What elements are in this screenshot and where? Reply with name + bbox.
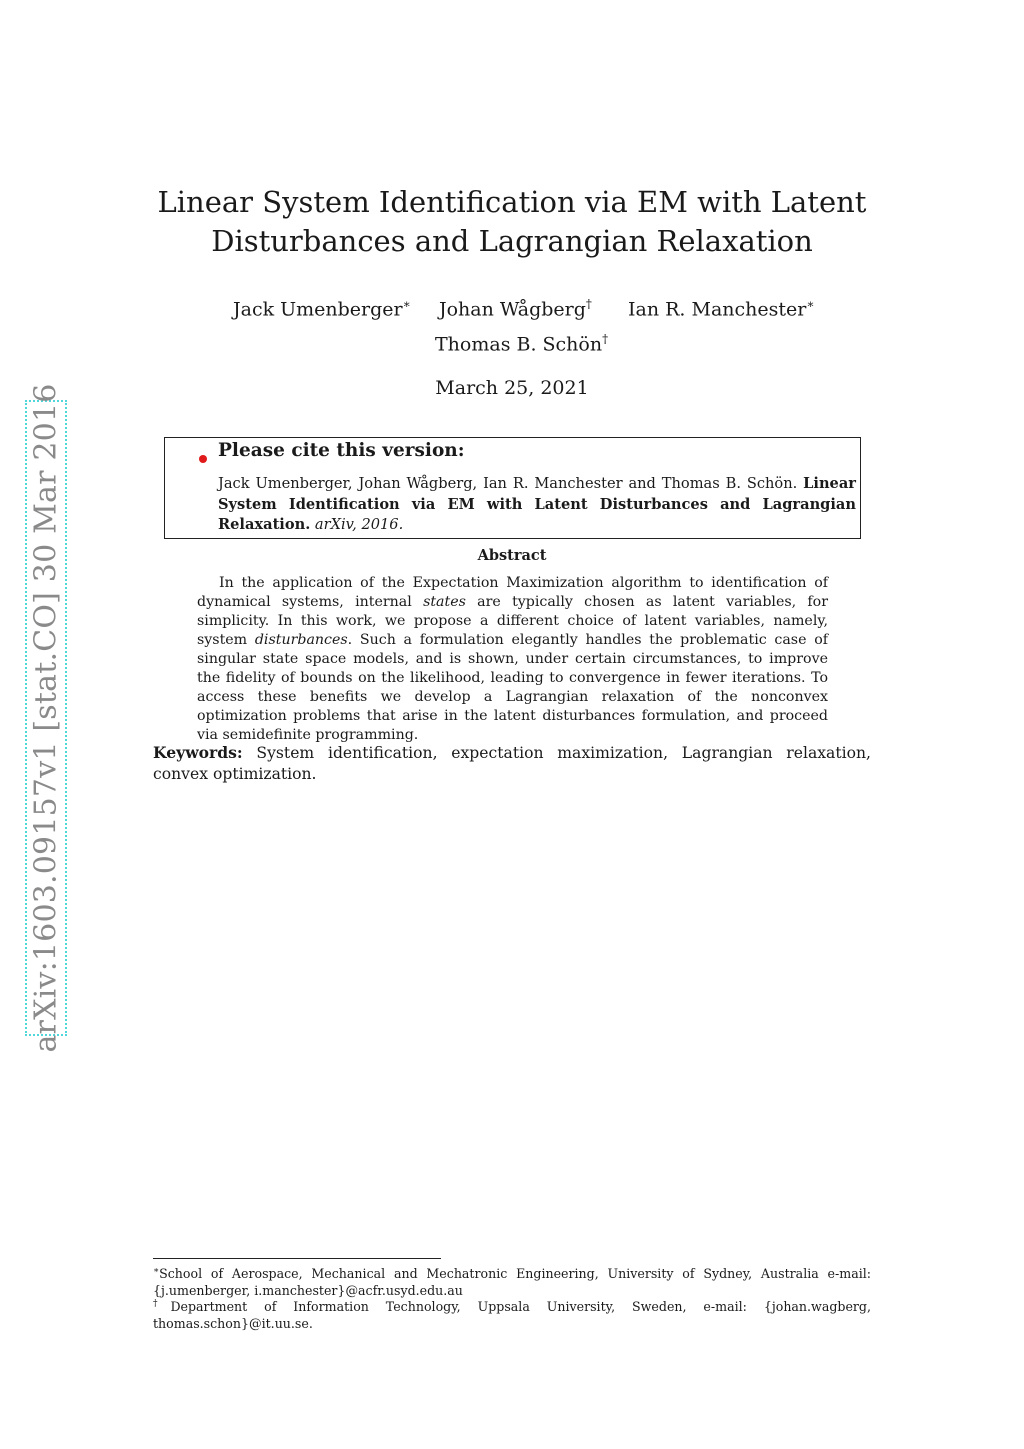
abstract-heading: Abstract (477, 547, 547, 564)
author-name: Ian R. Manchester (628, 298, 807, 321)
author-4 (435, 327, 608, 356)
footnote-text: School of Aerospace, Mechanical and Mechatronic Engineering, University of Sydney, Australia e-mail: {j.umenberger, i.manchester}@acfr.usyd.edu.au (153, 1266, 871, 1298)
cite-reference (218, 474, 856, 536)
arxiv-sidebar[interactable] (25, 383, 67, 1053)
footnote-mark: † (153, 1299, 171, 1309)
author-mark: † (585, 297, 592, 311)
cite-authors: Jack Umenberger, Johan Wågberg, Ian R. Manchester and Thomas B. Schön. (218, 475, 798, 492)
paper-title (0, 183, 1024, 261)
cite-title: Linear System Identification via EM with Latent Disturbances and Lagrangian Relaxation. (218, 475, 856, 533)
red-bullet-icon (199, 455, 207, 463)
author-name: Johan Wågberg (439, 298, 586, 321)
abstract-part-3: . Such a formulation elegantly handles the problematic case of singular state space models, and is shown, under certain circumstances, to improve the fidelity of bounds on the likelihood, leading to convergence in fewer iterations. To access these benefits we develop a Lagrangian relaxation of the nonconvex optimization problems that arise in the latent disturbances formulation, and proceed via semidefinite programming. (197, 632, 828, 743)
author-mark: ∗ (806, 297, 815, 311)
cite-box (164, 437, 861, 539)
author-1 (233, 292, 411, 321)
author-name: Thomas B. Schön (435, 333, 603, 356)
author-3 (628, 292, 815, 321)
cite-heading: Please cite this version: (218, 440, 465, 461)
abstract-emphasis-disturbances: disturbances (254, 632, 348, 648)
abstract-text (197, 574, 828, 745)
author-2 (439, 292, 592, 321)
author-mark: † (602, 332, 609, 346)
title-line-1: Linear System Identification via EM with Latent (157, 185, 867, 219)
cite-venue: arXiv, 2016. (314, 516, 404, 533)
footnote-2 (153, 1296, 871, 1332)
author-name: Jack Umenberger (233, 298, 403, 321)
abstract-part-2: are typically chosen as latent variables, for simplicity. In this work, we propose a different choice of latent variables, namely, system (197, 594, 829, 648)
footnote-rule (153, 1258, 441, 1259)
abstract-part-1: In the application of the Expectation Maximization algorithm to identification of dynamical systems, internal (197, 575, 828, 610)
footnote-mark: ∗ (153, 1266, 160, 1276)
paper-date: March 25, 2021 (435, 377, 589, 399)
keywords (153, 742, 871, 785)
abstract-emphasis-states: states (423, 594, 466, 610)
arxiv-identifier: arXiv:1603.09157v1 [stat.CO] 30 Mar 2016 (28, 383, 64, 1053)
footnote-1 (153, 1263, 871, 1299)
keywords-label: Keywords: (153, 743, 243, 762)
author-mark: ∗ (402, 297, 411, 311)
footnote-text: Department of Information Technology, Uppsala University, Sweden, e-mail: {johan.wagberg, thomas.schon}@it.uu.se. (153, 1299, 872, 1331)
title-line-2: Disturbances and Lagrangian Relaxation (211, 224, 813, 258)
keywords-text: System identification, expectation maximization, Lagrangian relaxation, convex optimization. (153, 744, 871, 783)
